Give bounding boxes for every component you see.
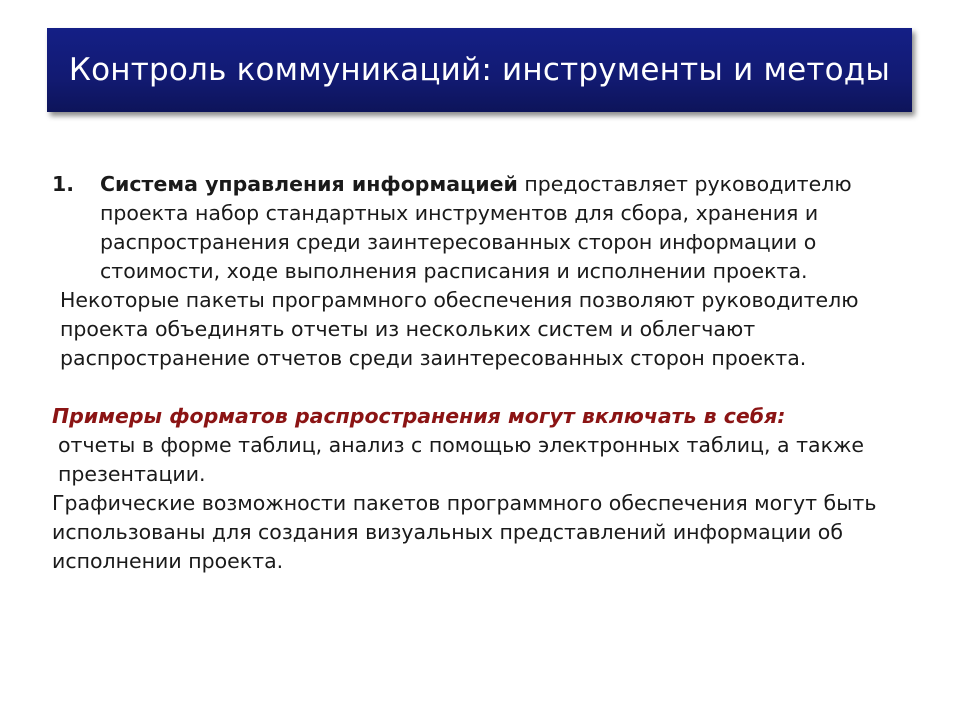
paragraph-graphics: Графические возможности пакетов программного обеспечения могут быть использованы для создания визуальных представлений информации об исполнении проекта. — [52, 491, 877, 573]
title-bar — [47, 28, 912, 112]
examples-text: отчеты в форме таблиц, анализ с помощью электронных таблиц, а также презентации. — [58, 433, 865, 486]
list-item-number: 1. — [52, 172, 75, 196]
slide-content — [52, 170, 932, 576]
list-item-heading: Система управления информацией — [100, 172, 518, 196]
list-item — [52, 170, 932, 286]
list-item-text: предоставляет руководителю проекта набор стандартных инструментов для сбора, хранения и распространения среди заинтересованных сторон информации о стоимости, ходе выполнения расписания и исполнении проекта. — [100, 172, 852, 283]
examples-heading: Примеры форматов распространения могут включать в себя: — [52, 404, 786, 428]
paragraph-software-packages: Некоторые пакеты программного обеспечения позволяют руководителю проекта объединять отчеты из нескольких систем и облегчают распространение отчетов среди заинтересованных сторон проекта. — [60, 288, 859, 370]
slide-title: Контроль коммуникаций: инструменты и методы — [68, 52, 891, 88]
spacer — [52, 373, 932, 402]
